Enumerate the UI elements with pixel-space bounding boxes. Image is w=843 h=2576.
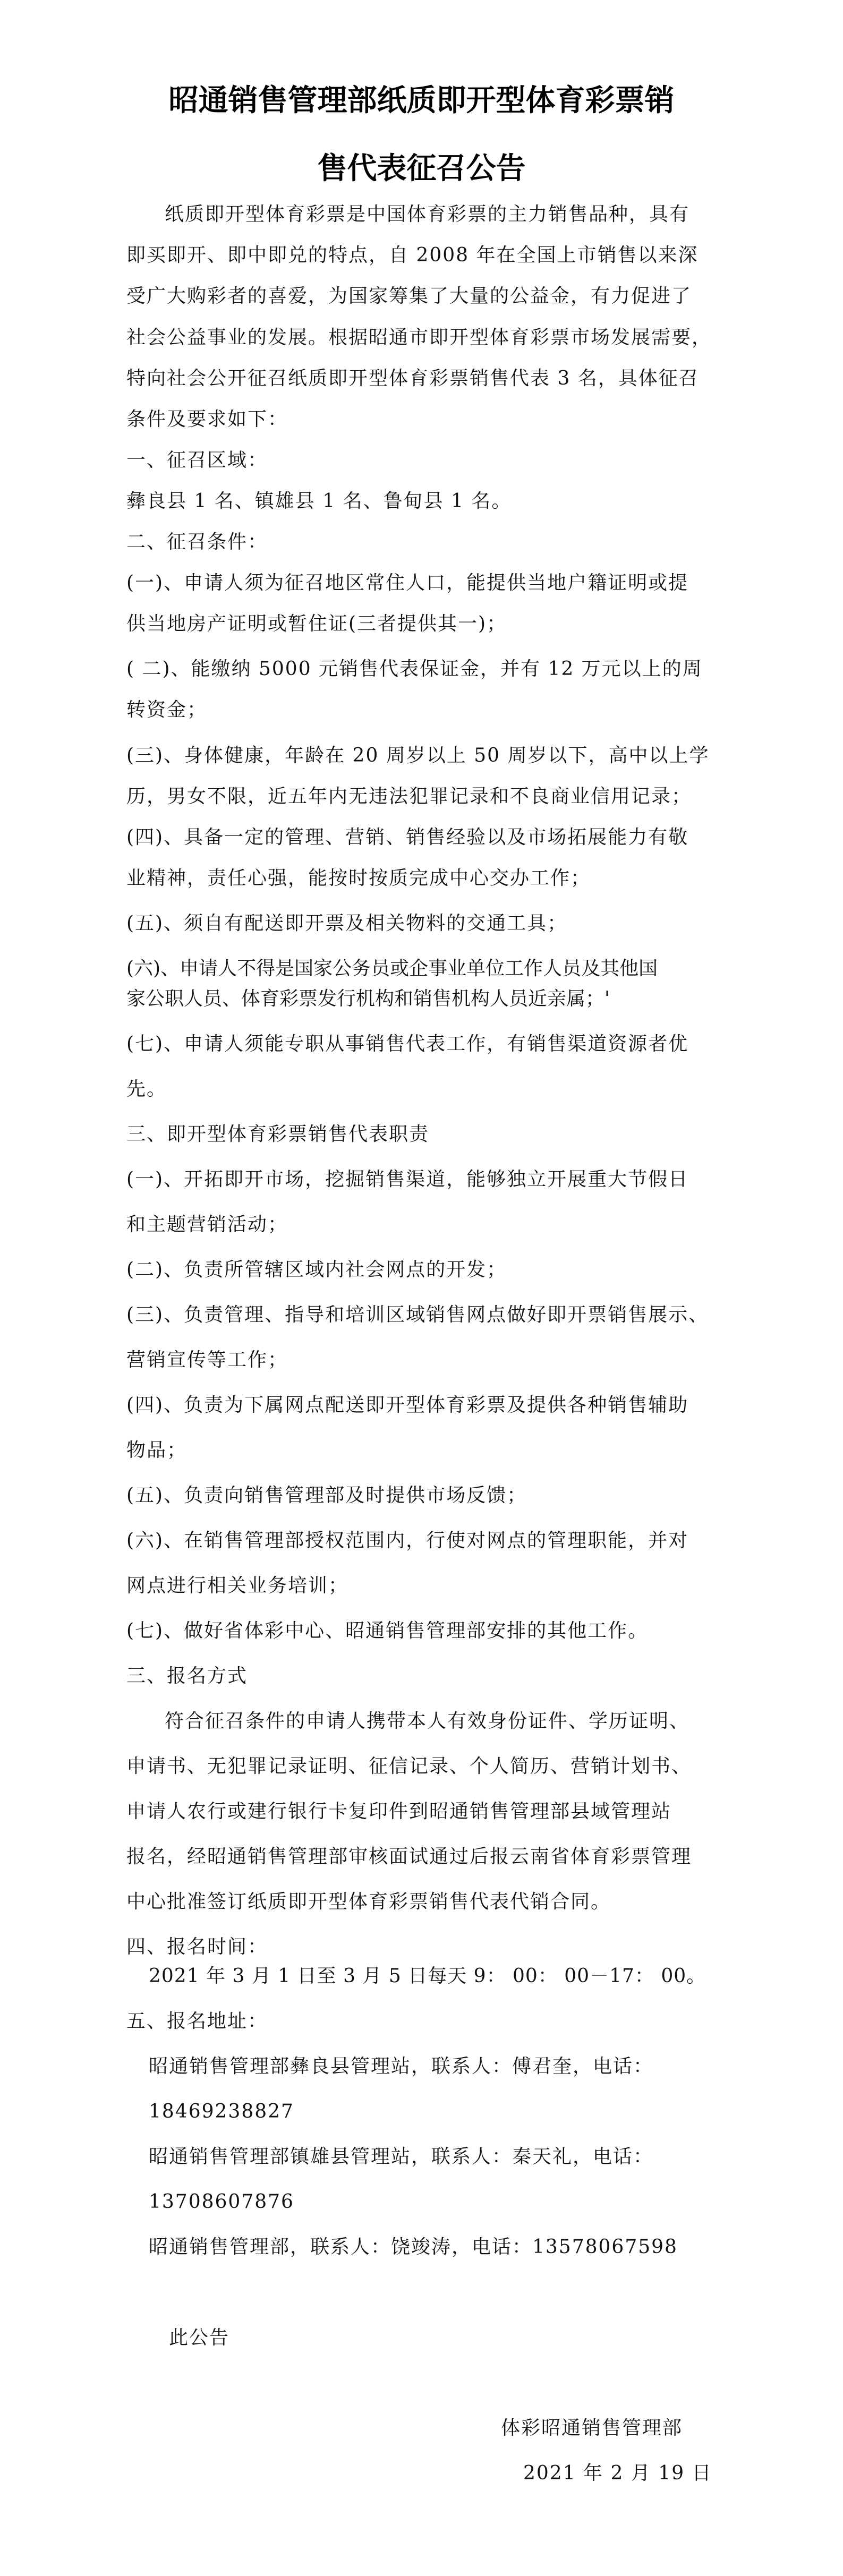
duty-line: (三)、负责管理、指导和培训区域销售网点做好即开票销售展示、 — [126, 1304, 709, 1326]
section-heading-duties: 三、即开型体育彩票销售代表职责 — [126, 1123, 430, 1145]
condition-line: 转资金； — [126, 699, 208, 721]
condition-line: (七)、申请人须能专职从事销售代表工作，有销售渠道资源者优 — [126, 1033, 689, 1055]
condition-line: (四)、具备一定的管理、营销、销售经验以及市场拓展能力有敬 — [126, 826, 689, 848]
condition-line: ( 二)、能缴纳 5000 元销售代表保证金，并有 12 万元以上的周 — [126, 658, 703, 680]
signature-org: 体彩昭通销售管理部 — [501, 2417, 683, 2439]
section-heading-conditions: 二、征召条件： — [126, 531, 268, 553]
method-line: 申请书、无犯罪记录证明、征信记录、个人简历、营销计划书、 — [126, 1755, 692, 1777]
closing-text: 此公告 — [169, 2327, 230, 2349]
address-line: 昭通销售管理部镇雄县管理站，联系人：秦天礼，电话： — [149, 2146, 654, 2168]
intro-line: 社会公益事业的发展。根据昭通市即开型体育彩票市场发展需要， — [126, 327, 712, 348]
duty-line: (一)、开拓即开市场，挖掘销售渠道，能够独立开展重大节假日 — [126, 1168, 689, 1190]
duty-line: (五)、负责向销售管理部及时提供市场反馈； — [126, 1485, 527, 1506]
phone-number: 13708607876 — [149, 2191, 294, 2213]
duty-line: 和主题营销活动； — [126, 1214, 288, 1235]
intro-line: 条件及要求如下： — [126, 408, 288, 430]
address-line: 昭通销售管理部，联系人：饶竣涛，电话：13578067598 — [149, 2236, 678, 2258]
condition-line: 历，男女不限，近五年内无违法犯罪记录和不良商业信用记录； — [126, 786, 692, 807]
section-heading-method: 三、报名方式 — [126, 1665, 248, 1687]
page-title-line-2: 售代表征召公告 — [317, 151, 526, 186]
condition-line: (一)、申请人须为征召地区常住人口，能提供当地户籍证明或提 — [126, 572, 689, 594]
duty-line: 物品； — [126, 1439, 188, 1461]
duty-line: 营销宣传等工作； — [126, 1349, 288, 1371]
condition-line: 供当地房产证明或暂住证(三者提供其一)； — [126, 613, 507, 635]
section-heading-address: 五、报名地址： — [126, 2010, 268, 2032]
method-line: 中心批准签订纸质即开型体育彩票销售代表代销合同。 — [126, 1891, 611, 1913]
intro-line: 受广大购彩者的喜爱，为国家筹集了大量的公益金，有力促进了 — [126, 285, 692, 307]
registration-time: 2021 年 3 月 1 日至 3 月 5 日每天 9： 00： 00－17： 00。 — [149, 1965, 706, 1987]
address-line: 昭通销售管理部彝良县管理站，联系人：傅君奎，电话： — [149, 2055, 654, 2077]
duty-line: (四)、负责为下属网点配送即开型体育彩票及提供各种销售辅助 — [126, 1394, 689, 1416]
duty-line: (二)、负责所管辖区域内社会网点的开发； — [126, 1259, 507, 1281]
region-quota-line: 彝良县 1 名、镇雄县 1 名、鲁甸县 1 名。 — [126, 490, 512, 512]
intro-line: 特向社会公开征召纸质即开型体育彩票销售代表 3 名，具体征召 — [126, 368, 699, 389]
section-heading-time: 四、报名时间： — [126, 1936, 268, 1958]
duty-line: (七)、做好省体彩中心、昭通销售管理部安排的其他工作。 — [126, 1620, 649, 1642]
section-heading-region: 一、征召区域： — [126, 449, 268, 471]
condition-line: (六)、申请人不得是国家公务员或企事业单位工作人员及其他国 — [126, 958, 658, 979]
condition-line: (五)、须自有配送即开票及相关物料的交通工具； — [126, 912, 568, 934]
duty-line: 网点进行相关业务培训； — [126, 1575, 349, 1597]
method-line: 符合征召条件的申请人携带本人有效身份证件、学历证明、 — [165, 1710, 690, 1732]
duty-line: (六)、在销售管理部授权范围内，行使对网点的管理职能，并对 — [126, 1530, 689, 1551]
page-title-line-1: 昭通销售管理部纸质即开型体育彩票销 — [168, 83, 675, 118]
phone-number: 18469238827 — [149, 2101, 294, 2122]
intro-line: 即买即开、即中即兑的特点，自 2008 年在全国上市销售以来深 — [126, 244, 699, 266]
signature-date: 2021 年 2 月 19 日 — [523, 2462, 712, 2484]
condition-line: 家公职人员、体育彩票发行机构和销售机构人员近亲属；' — [126, 988, 610, 1010]
condition-line: 业精神，责任心强，能按时按质完成中心交办工作； — [126, 867, 591, 889]
method-line: 报名，经昭通销售管理部审核面试通过后报云南省体育彩票管理 — [126, 1846, 692, 1867]
method-line: 申请人农行或建行银行卡复印件到昭通销售管理部县域管理站 — [126, 1801, 672, 1822]
condition-line: (三)、身体健康，年龄在 20 周岁以上 50 周岁以下，高中以上学 — [126, 745, 710, 766]
condition-line: 先。 — [126, 1078, 167, 1100]
intro-line: 纸质即开型体育彩票是中国体育彩票的主力销售品种，具有 — [165, 203, 690, 225]
